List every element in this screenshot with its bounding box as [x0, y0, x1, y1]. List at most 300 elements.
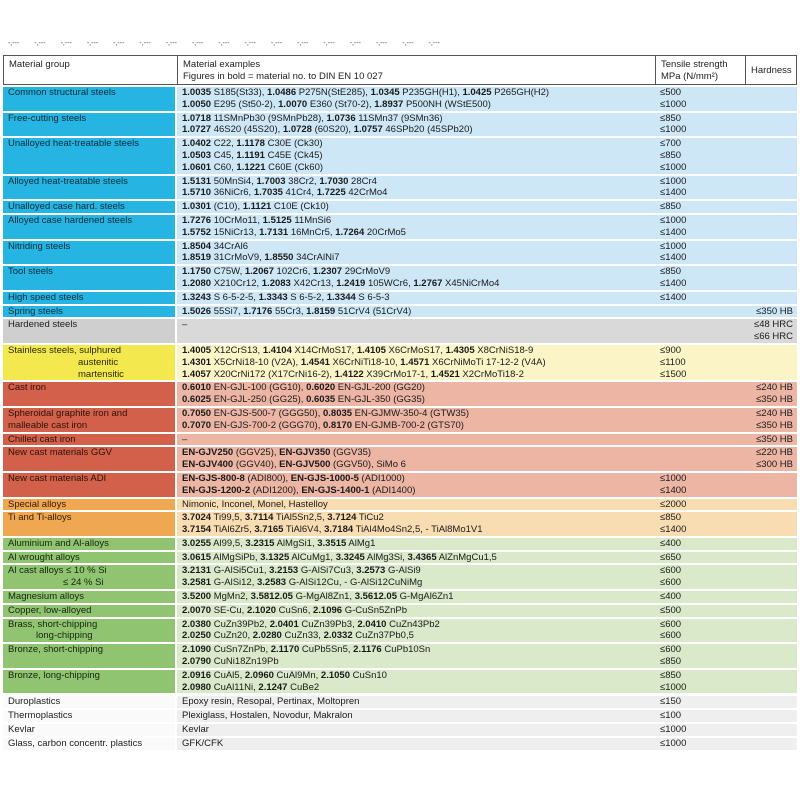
material-group-cell [3, 434, 175, 446]
header-examples-line2: Figures in bold = material no. to DIN EN 10 027 [183, 70, 383, 82]
figure-mark: -,--- [270, 40, 283, 47]
material-data-cell [177, 113, 797, 137]
material-group-cell [3, 138, 175, 173]
material-line [177, 292, 797, 304]
header-tensile-strength [655, 56, 745, 84]
material-examples: 1.4057 X20CrNi172 (X17CrNi16-2), 1.4122 X39CrMo17-1, 1.4521 X2CrMoTi18-2 [182, 368, 524, 380]
material-line [177, 124, 797, 136]
material-data-cell [177, 434, 797, 446]
material-group-label: Kevlar [8, 724, 35, 736]
material-line [177, 357, 797, 369]
hardness-value [745, 524, 797, 536]
hardness-value [745, 552, 797, 564]
table-row [3, 87, 797, 111]
material-group-cell [3, 292, 175, 304]
hardness-value [745, 201, 797, 213]
material-examples: 0.6025 EN-GJL-250 (GG25), 0.6035 EN-GJL-350 (GG35) [182, 394, 425, 406]
material-line [177, 710, 797, 722]
hardness-value [745, 162, 797, 174]
table-row [3, 670, 797, 694]
hardness-value: ≤240 HB [756, 407, 793, 419]
material-line [177, 724, 797, 736]
tensile-strength-value: ≤700 [660, 138, 682, 150]
hardness-value [745, 99, 797, 111]
hardness-value: ≤66 HRC [753, 331, 793, 343]
material-examples: 2.0790 CuNi18Zn19Pb [182, 656, 279, 668]
hardness-value [745, 577, 797, 589]
hardness-value: ≤350 HB [756, 433, 793, 445]
material-group-label: Free-cutting steels [8, 112, 87, 124]
material-examples: 0.7050 EN-GJS-500-7 (GGG50), 0.8035 EN-GJMW-350-4 (GTW35) [182, 407, 470, 419]
tensile-strength-value: ≤850 [660, 669, 682, 681]
table-row [3, 408, 797, 432]
material-line [177, 87, 797, 99]
material-group-cell [3, 266, 175, 290]
material-group-label: Magnesium alloys [8, 591, 85, 603]
tensile-strength-value: ≤850 [660, 201, 682, 213]
hardness-value [745, 113, 797, 125]
tensile-strength-value [655, 331, 745, 343]
material-group-label: Alloyed heat-treatable steels [8, 175, 128, 187]
hardness-value [745, 670, 797, 682]
material-group-label: Stainless steels, sulphured [8, 344, 122, 356]
tensile-strength-value: ≤1000 [660, 214, 687, 226]
hardness-value [745, 215, 797, 227]
material-examples: 1.0402 C22, 1.1178 C30E (Ck30) [182, 138, 323, 150]
material-data-cell [177, 473, 797, 497]
header-hardness-label: Hardness [751, 64, 792, 76]
material-examples: – [182, 433, 188, 445]
tensile-strength-value: ≤850 [660, 112, 682, 124]
material-examples: – [182, 319, 188, 331]
material-group-cell [3, 215, 175, 239]
material-line [177, 644, 797, 656]
material-data-cell [177, 738, 797, 750]
material-line [177, 345, 797, 357]
material-examples: 3.2581 G-AlSi12, 3.2583 G-AlSi12Cu, - G-AlSi12CuNiMg [182, 577, 423, 589]
table-row [3, 512, 797, 536]
material-group-label: Bronze, long-chipping [8, 669, 100, 681]
material-line [177, 187, 797, 199]
material-line [177, 459, 797, 471]
tensile-strength-value: ≤1000 [660, 240, 687, 252]
hardness-value: ≤350 HB [756, 419, 793, 431]
tensile-strength-value: ≤1400 [660, 187, 687, 199]
material-data-cell [177, 619, 797, 643]
figure-mark: -,--- [139, 40, 151, 47]
tensile-strength-value: ≤1400 [660, 291, 687, 303]
tensile-strength-value: ≤1000 [660, 724, 687, 736]
material-line [177, 619, 797, 631]
material-line [177, 394, 797, 406]
tensile-strength-value: ≤850 [660, 656, 682, 668]
material-examples: 2.1090 CuSn7ZnPb, 2.1170 CuPb5Sn5, 2.1176 CuPb10Sn [182, 644, 431, 656]
material-group-label: Unalloyed case hard. steels [8, 201, 125, 213]
material-data-cell [177, 266, 797, 290]
hardness-value [745, 538, 797, 550]
material-line [177, 227, 797, 239]
figure-mark: -,--- [244, 40, 256, 47]
material-examples: 2.0380 CuZn39Pb2, 2.0401 CuZn39Pb3, 2.0410 CuZn43Pb2 [182, 618, 440, 630]
material-group-cell [3, 447, 175, 471]
material-data-cell [177, 319, 797, 343]
material-data-cell [177, 512, 797, 536]
material-data-cell [177, 138, 797, 173]
hardness-value [745, 565, 797, 577]
hardness-value [745, 176, 797, 188]
table-row [3, 434, 797, 446]
figure-mark: -,--- [86, 40, 99, 47]
material-examples: 1.0718 11SMnPb30 (9SMnPb28), 1.0736 11SMn37 (9SMn36) [182, 112, 443, 124]
material-line [177, 656, 797, 668]
material-data-cell [177, 499, 797, 511]
material-line [177, 499, 797, 511]
material-line [177, 201, 797, 213]
tensile-strength-value: ≤1000 [660, 124, 687, 136]
material-data-cell [177, 696, 797, 708]
material-examples: EN-GJV400 (GGV40), EN-GJV500 (GGV50), SiMo 6 [182, 459, 406, 471]
tensile-strength-value: ≤2000 [660, 498, 687, 510]
hardness-value [745, 473, 797, 485]
material-group-label: martensitic [78, 368, 124, 380]
material-group-cell [3, 306, 175, 318]
table-row [3, 473, 797, 497]
material-data-cell [177, 306, 797, 318]
material-group-cell [3, 382, 175, 406]
material-line [177, 252, 797, 264]
material-group-cell [3, 619, 175, 643]
tensile-strength-value [655, 408, 745, 420]
material-examples: 1.5752 15NiCr13, 1.7131 16MnCr5, 1.7264 20CrMo5 [182, 226, 406, 238]
material-data-cell [177, 215, 797, 239]
material-data-cell [177, 724, 797, 736]
table-row [3, 738, 797, 750]
material-line [177, 420, 797, 432]
material-line [177, 319, 797, 331]
table-row [3, 201, 797, 213]
material-group-cell [3, 591, 175, 603]
material-line [177, 408, 797, 420]
figure-mark: -,--- [349, 40, 361, 47]
tensile-strength-value: ≤1000 [660, 681, 687, 693]
hardness-value: ≤350 HB [756, 305, 793, 317]
tensile-strength-value: ≤1400 [660, 484, 687, 496]
material-group-label: Al wrought alloys [8, 551, 80, 563]
material-group-label: austenitic [78, 356, 119, 368]
hardness-value [745, 605, 797, 617]
header-material-group [3, 56, 177, 84]
material-examples: 1.0601 C60, 1.1221 C60E (Ck60) [182, 161, 324, 173]
material-examples: 3.5200 MgMn2, 3.5812.05 G-MgAl8Zn1, 3.5612.05 G-MgAl6Zn1 [182, 591, 454, 603]
tensile-strength-value: ≤600 [660, 618, 682, 630]
hardness-value [745, 87, 797, 99]
material-examples: 3.7024 Ti99,5, 3.7114 TiAl5Sn2,5, 3.7124 TiCu2 [182, 512, 384, 524]
tensile-strength-value [655, 394, 745, 406]
hardness-value [745, 357, 797, 369]
material-group-label: Brass, short-chipping [8, 618, 98, 630]
tensile-strength-value: ≤1000 [660, 161, 687, 173]
material-examples: 3.7154 TiAl6Zr5, 3.7165 TiAl6V4, 3.7184 TiAl4Mo4Sn2,5, - TiAl8Mo1V1 [182, 524, 483, 536]
hardness-value [745, 266, 797, 278]
material-line [177, 552, 797, 564]
tensile-strength-value: ≤600 [660, 630, 682, 642]
table-row [3, 345, 797, 380]
material-group-cell [3, 319, 175, 343]
material-examples: EN-GJS-1200-2 (ADI1200), EN-GJS-1400-1 (ADI1400) [182, 484, 416, 496]
material-group-cell [3, 241, 175, 265]
material-examples: 1.5026 55Si7, 1.7176 55Cr3, 1.8159 51CrV4 (51CrV4) [182, 305, 412, 317]
tensile-strength-value: ≤1400 [660, 226, 687, 238]
materials-table [3, 55, 797, 752]
hardness-value [745, 499, 797, 511]
material-data-cell [177, 447, 797, 471]
figure-mark: -,--- [402, 40, 414, 47]
hardness-value: ≤220 HB [756, 447, 793, 459]
tensile-strength-value [655, 319, 745, 331]
material-line [177, 738, 797, 750]
material-line [177, 215, 797, 227]
figure-mark: -,--- [218, 40, 230, 47]
figure-mark: -,--- [297, 40, 309, 47]
material-group-cell [3, 345, 175, 380]
material-group-label: Spring steels [8, 305, 63, 317]
material-group-cell [3, 710, 175, 722]
tensile-strength-value: ≤400 [660, 591, 682, 603]
hardness-value [745, 278, 797, 290]
table-row [3, 113, 797, 137]
material-data-cell [177, 605, 797, 617]
material-data-cell [177, 710, 797, 722]
material-examples: 1.4005 X12CrS13, 1.4104 X14CrMoS17, 1.4105 X6CrMoS17, 1.4305 X8CrNiS18-9 [182, 344, 534, 356]
material-examples: 1.3243 S 6-5-2-5, 1.3343 S 6-5-2, 1.3344 S 6-5-3 [182, 291, 390, 303]
figure-mark: -,--- [34, 40, 46, 47]
tensile-strength-value: ≤500 [660, 604, 682, 616]
material-group-cell [3, 113, 175, 137]
material-group-label: Ti and Ti-alloys [8, 512, 72, 524]
table-row [3, 241, 797, 265]
material-group-label: High speed steels [8, 291, 84, 303]
tensile-strength-value [655, 447, 745, 459]
material-group-cell [3, 724, 175, 736]
material-line [177, 99, 797, 111]
material-line [177, 538, 797, 550]
hardness-value [745, 187, 797, 199]
tensile-strength-value: ≤850 [660, 266, 682, 278]
material-data-cell [177, 408, 797, 432]
hardness-value: ≤350 HB [756, 394, 793, 406]
tensile-strength-value: ≤100 [660, 710, 682, 722]
material-examples: Epoxy resin, Resopal, Pertinax, Moltopren [182, 696, 360, 708]
material-line [177, 138, 797, 150]
material-group-label: Chilled cast iron [8, 433, 76, 445]
figure-mark: -,--- [375, 40, 388, 47]
hardness-value [745, 292, 797, 304]
hardness-value [745, 369, 797, 381]
material-examples: 1.2080 X210Cr12, 1.2083 X42Cr13, 1.2419 105WCr6, 1.2767 X45NiCrMo4 [182, 277, 500, 289]
material-group-label: Nitriding steels [8, 240, 71, 252]
material-data-cell [177, 565, 797, 589]
material-examples: 3.0615 AlMgSiPb, 3.1325 AlCuMg1, 3.3245 AlMg3Si, 3.4365 AlZnMgCu1,5 [182, 551, 497, 563]
material-group-cell [3, 538, 175, 550]
table-row [3, 724, 797, 736]
material-group-label: Common structural steels [8, 87, 116, 98]
material-examples: 3.0255 Al99,5, 3.2315 AlMgSi1, 3.3515 AlMg1 [182, 537, 376, 549]
hardness-value [745, 619, 797, 631]
table-row [3, 710, 797, 722]
table-row [3, 552, 797, 564]
tensile-strength-value: ≤850 [660, 149, 682, 161]
material-group-cell [3, 201, 175, 213]
tensile-strength-value: ≤400 [660, 537, 682, 549]
header-tensile-line1: Tensile strength [661, 59, 728, 70]
material-data-cell [177, 644, 797, 668]
hardness-value [745, 512, 797, 524]
material-group-label: Copper, low-alloyed [8, 604, 92, 616]
header-material-examples [177, 56, 655, 84]
table-header-row [3, 55, 797, 85]
material-examples: 1.4301 X5CrNi18-10 (V2A), 1.4541 X6CrNiTi18-10, 1.4571 X6CrNiMoTi 17-12-2 (V4A) [182, 356, 546, 368]
table-row [3, 591, 797, 603]
table-row [3, 565, 797, 589]
material-group-label: ≤ 24 % Si [63, 577, 104, 589]
material-examples: 1.7276 10CrMo11, 1.5125 11MnSi6 [182, 214, 332, 226]
table-row [3, 619, 797, 643]
tensile-strength-value: ≤600 [660, 644, 682, 656]
material-group-label: Bronze, short-chipping [8, 644, 104, 656]
table-row [3, 319, 797, 343]
table-row [3, 696, 797, 708]
material-line [177, 331, 797, 343]
tensile-strength-value: ≤900 [660, 344, 682, 356]
material-group-label: Alloyed case hardened steels [8, 214, 133, 226]
material-group-cell [3, 552, 175, 564]
hardness-value: ≤240 HB [756, 382, 793, 394]
material-data-cell [177, 538, 797, 550]
tensile-strength-value: ≤500 [660, 87, 682, 98]
material-group-cell [3, 565, 175, 589]
material-group-label: malleable cast iron [8, 419, 88, 431]
material-line [177, 150, 797, 162]
clipped-figures-strip [8, 40, 628, 48]
material-group-label: Al cast alloys ≤ 10 % Si [8, 565, 107, 577]
tensile-strength-value: ≤1100 [660, 356, 686, 368]
hardness-value [745, 710, 797, 722]
material-examples: 1.5710 36NiCr6, 1.7035 41Cr4, 1.7225 42CrMo4 [182, 187, 388, 199]
material-examples: 2.0250 CuZn20, 2.0280 CuZn33, 2.0332 CuZn37Pb0,5 [182, 630, 414, 642]
hardness-value [745, 345, 797, 357]
material-examples: 2.0916 CuAl5, 2.0960 CuAl9Mn, 2.1050 CuSn10 [182, 669, 387, 681]
material-line [177, 278, 797, 290]
material-group-cell [3, 605, 175, 617]
material-examples: Kevlar [182, 724, 209, 736]
hardness-value [745, 696, 797, 708]
tensile-strength-value: ≤600 [660, 577, 682, 589]
material-line [177, 382, 797, 394]
hardness-value [745, 252, 797, 264]
material-data-cell [177, 176, 797, 200]
material-examples: 0.7070 EN-GJS-700-2 (GGG70), 0.8170 EN-GJMB-700-2 (GTS70) [182, 419, 464, 431]
material-group-label: Tool steels [8, 266, 53, 278]
table-row [3, 644, 797, 668]
material-group-label: Unalloyed heat-treatable steels [8, 138, 139, 150]
material-line [177, 241, 797, 253]
tensile-strength-value: ≤1000 [660, 472, 687, 484]
material-examples: 1.0503 C45, 1.1191 C45E (Ck45) [182, 149, 323, 161]
tensile-strength-value: ≤1000 [660, 175, 687, 187]
material-examples: EN-GJS-800-8 (ADI800), EN-GJS-1000-5 (ADI1000) [182, 472, 405, 484]
tensile-strength-value [655, 306, 745, 318]
hardness-value [745, 150, 797, 162]
hardness-value [745, 485, 797, 497]
material-group-label: New cast materials GGV [8, 447, 112, 459]
material-line [177, 176, 797, 188]
figure-mark: -,--- [8, 40, 20, 47]
table-row [3, 138, 797, 173]
material-examples [177, 331, 655, 343]
material-line [177, 591, 797, 603]
material-line [177, 524, 797, 536]
material-group-label: Cast iron [8, 382, 47, 394]
material-examples: 1.0050 E295 (St50-2), 1.0070 E360 (St70-2), 1.8937 P500NH (WStE500) [182, 98, 491, 110]
material-examples: Plexiglass, Hostalen, Novodur, Makralon [182, 710, 353, 722]
figure-mark: -,--- [165, 40, 177, 47]
material-group-cell [3, 696, 175, 708]
header-hardness [745, 56, 797, 84]
material-group-label: Spheroidal graphite iron and [8, 407, 128, 419]
material-data-cell [177, 670, 797, 694]
material-examples: 1.0035 S185(St33), 1.0486 P275N(StE285), 1.0345 P235GH(H1), 1.0425 P265GH(H2) [182, 87, 550, 98]
header-material-group-label: Material group [9, 59, 70, 70]
table-row [3, 292, 797, 304]
material-group-cell [3, 473, 175, 497]
material-group-label: Thermoplastics [8, 710, 73, 722]
tensile-strength-value [655, 382, 745, 394]
hardness-value [745, 630, 797, 642]
material-examples: 1.8519 31CrMoV9, 1.8550 34CrAlNi7 [182, 252, 340, 264]
material-line [177, 447, 797, 459]
material-group-cell [3, 87, 175, 111]
hardness-value [745, 241, 797, 253]
material-examples: 2.0070 SE-Cu, 2.1020 CuSn6, 2.1096 G-CuSn5ZnPb [182, 604, 408, 616]
tensile-strength-value: ≤850 [660, 512, 682, 524]
material-group-cell [3, 408, 175, 432]
material-group-label: New cast materials ADI [8, 472, 107, 484]
material-group-label: Glass, carbon concentr. plastics [8, 737, 143, 749]
material-line [177, 434, 797, 446]
material-examples: 1.0727 46S20 (45S20), 1.0728 (60S20), 1.0757 46SPb20 (45SPb20) [182, 124, 473, 136]
figure-mark: -,--- [323, 40, 335, 47]
material-group-cell [3, 499, 175, 511]
tensile-strength-value: ≤650 [660, 551, 682, 563]
hardness-value [745, 682, 797, 694]
material-examples: GFK/CFK [182, 737, 224, 749]
material-group-label: long-chipping [36, 630, 93, 642]
material-group-cell [3, 512, 175, 536]
material-data-cell [177, 345, 797, 380]
material-examples: Nimonic, Inconel, Monel, Hastelloy [182, 498, 328, 510]
material-examples: 1.0301 (C10), 1.1121 C10E (Ck10) [182, 201, 329, 213]
hardness-value [745, 124, 797, 136]
material-group-label: Aluminium and Al-alloys [8, 537, 109, 549]
material-examples: 2.0980 CuAl11Ni, 2.1247 CuBe2 [182, 681, 320, 693]
material-examples: 1.8504 34CrAl6 [182, 240, 249, 252]
material-data-cell [177, 201, 797, 213]
table-row [3, 215, 797, 239]
material-line [177, 577, 797, 589]
material-examples: 1.5131 50MnSi4, 1.7003 38Cr2, 1.7030 28Cr4 [182, 175, 377, 187]
material-line [177, 512, 797, 524]
tensile-strength-value [655, 459, 745, 471]
